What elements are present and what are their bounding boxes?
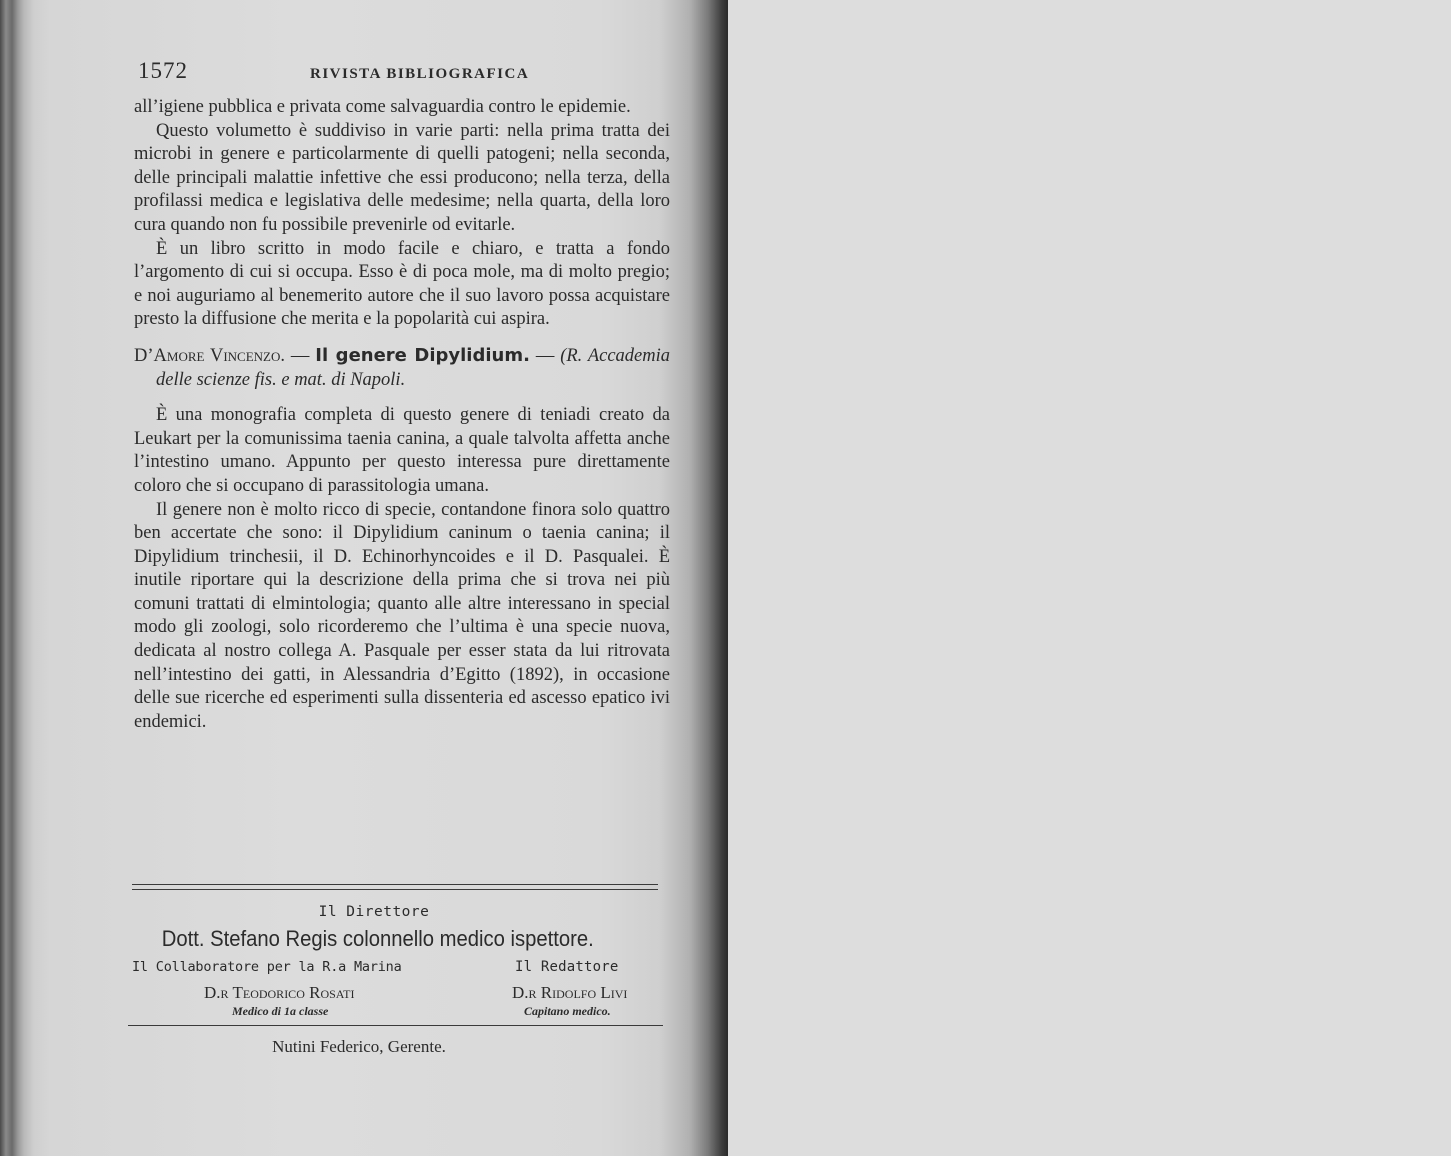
editor-title: Capitano medico. xyxy=(524,1004,611,1018)
collaborator-name: D.r Teodorico Rosati xyxy=(204,983,355,1002)
page-number: 1572 xyxy=(138,58,188,83)
paragraph-4: È una monografia completa di questo genere di teniadi creato da Leukart per la comunissima taenia canina, a quale talvolta affetta anche l’intestino umano. Appunto per questo interessa pure direttamente coloro che si occupano di parassitologia umana. xyxy=(134,405,670,496)
paragraph-2: Questo volumetto è suddiviso in varie parti: nella prima tratta dei microbi in genere e particolarmente di quelli patogeni; nella seconda, delle principali malattie infettive che essi producono; nella terza, della profilassi medica e legislativa delle medesime; nella quarta, della loro cura quando non fu possibile prevenirle od evitarle. xyxy=(134,120,670,235)
manager-line: Nutini Federico, Gerente. xyxy=(272,1037,446,1056)
collaborator-label: Il Collaboratore per la R.a Marina xyxy=(132,959,402,975)
footer-rule xyxy=(132,889,658,890)
paragraph-3: È un libro scritto in modo facile e chiaro, e tratta a fondo l’argomento di cui si occupa. Esso è di poca mole, ma di molto pregio; e noi auguriamo al benemerito autore che il suo lavoro possa acquistare presto la diffusione che merita e la popolarità cui aspira. xyxy=(134,238,670,330)
citation-source: (R. Accademia delle scienze fis. e mat. di Napoli. xyxy=(156,345,671,390)
paragraph-1: all’igiene pubblica e privata come salvaguardia contro le epidemie. xyxy=(134,97,631,117)
page-header xyxy=(138,58,678,88)
collaborator-title: Medico di 1a classe xyxy=(232,1004,329,1018)
footer-rule xyxy=(132,884,658,885)
citation-dash: — xyxy=(529,345,561,366)
article-body xyxy=(134,96,670,734)
footer-rule xyxy=(128,1025,663,1026)
director-name: Dott. Stefano Regis colonnello medico ispettore. xyxy=(161,926,594,951)
citation-author: D’Amore Vincenzo. xyxy=(134,345,286,366)
editor-name: D.r Ridolfo Livi xyxy=(512,983,628,1002)
running-title: RIVISTA BIBLIOGRAFICA xyxy=(310,66,530,82)
editor-label: Il Redattore xyxy=(515,959,619,975)
director-label: Il Direttore xyxy=(318,904,430,920)
citation-title: Il genere Dipylidium. xyxy=(315,344,530,366)
citation-dash: — xyxy=(285,345,316,366)
citation xyxy=(134,344,670,392)
background-area xyxy=(728,0,1451,1156)
paragraph-5: Il genere non è molto ricco di specie, contandone finora solo quattro ben accertate che sono: il Dipylidium caninum o taenia canina; il Dipylidium trinchesii, il D. Echinorhyncoides e il D. Pasqualei. È inutile riportare qui la descrizione della prima che si trova nei più comuni trattati di elmintologia; quanto alle altre interessano in special modo gli zoologi, solo ricorderemo che l’ultima è una specie nuova, dedicata al nostro collega A. Pasquale per esser stata da lui ritrovata nell’intestino dei gatti, in Alessandria d’Egitto (1892), in occasione delle sue ricerche ed esperimenti sulla dissenteria ed ascesso epatico ivi endemici. xyxy=(134,499,670,732)
